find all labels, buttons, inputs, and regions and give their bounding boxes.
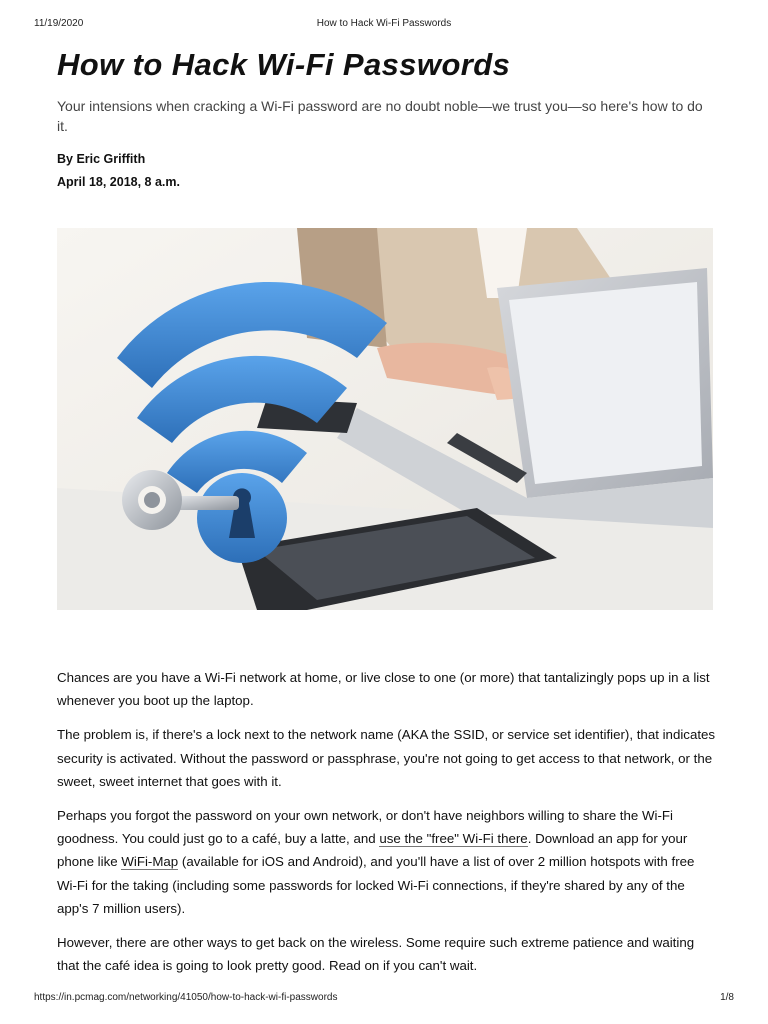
paragraph-2: The problem is, if there's a lock next to the network name (AKA the SSID, or service set identifier), that indicates security is activated. Without the password or passphrase, you're not going to get access to that network, or the sweet, sweet internet that goes with it. bbox=[57, 727, 716, 789]
headline: How to Hack Wi-Fi Passwords bbox=[57, 47, 511, 82]
paragraph-4: However, there are other ways to get back on the wireless. Some require such extreme patience and waiting that the café idea is going to look pretty good. Read on if you can't wait. bbox=[57, 935, 695, 974]
print-footer bbox=[0, 992, 768, 1006]
paragraph-3-text-a: Perhaps you forgot the password on your own network, or don't have neighbors willing to share the Wi-Fi goodness. You could just go to a café, buy a latte, and bbox=[57, 808, 673, 847]
page-number: 1/8 bbox=[720, 992, 734, 1003]
wifi-lock-key-illustration-icon bbox=[57, 228, 713, 610]
subtitle: Your intensions when cracking a Wi-Fi password are no doubt noble—we trust you—so here's how to do it. bbox=[57, 98, 703, 134]
print-header bbox=[0, 18, 768, 32]
byline: By Eric Griffith bbox=[57, 152, 146, 166]
paragraph-1: Chances are you have a Wi-Fi network at home, or live close to one (or more) that tantalizingly pops up in a list whenever you boot up the laptop. bbox=[57, 670, 710, 709]
paragraph-3-text-c: (available for iOS and Android), and you'll have a list of over 2 million hotspots with free Wi-Fi for the taking (including some passwords for locked Wi-Fi connections, if they're shared by any of the app's 7 million users). bbox=[57, 854, 695, 916]
paragraph-3 bbox=[57, 804, 717, 920]
article-header bbox=[57, 44, 713, 191]
wifi-map-link[interactable]: WiFi-Map bbox=[121, 854, 179, 870]
print-date: 11/19/2020 bbox=[34, 18, 84, 29]
paragraph-3-text-b: . Download an app for your phone like bbox=[57, 831, 688, 870]
article-body bbox=[57, 666, 717, 988]
print-url: https://in.pcmag.com/networking/41050/how-to-hack-wi-fi-passwords bbox=[34, 992, 338, 1003]
dateline: April 18, 2018, 8 a.m. bbox=[57, 175, 180, 189]
free-wifi-link[interactable]: use the "free" Wi-Fi there bbox=[379, 831, 528, 847]
hero-image bbox=[57, 228, 713, 610]
print-title: How to Hack Wi-Fi Passwords bbox=[316, 18, 452, 29]
